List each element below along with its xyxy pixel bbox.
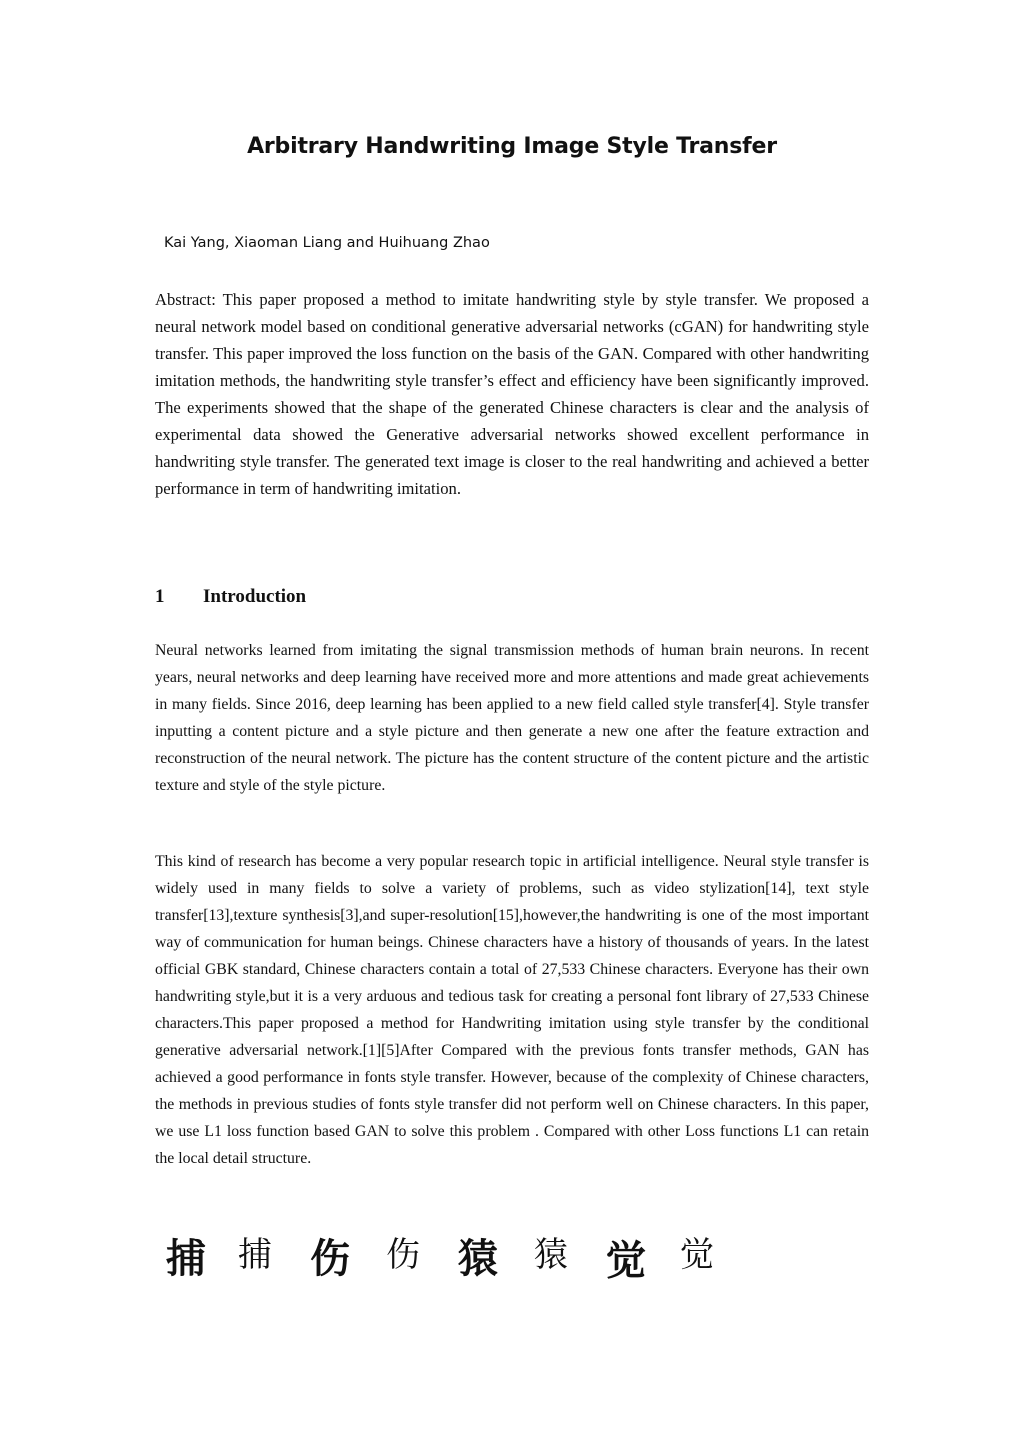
sample-glyph-8: 觉	[680, 1237, 714, 1274]
sample-glyph-2: 捕	[238, 1237, 272, 1274]
section-heading-introduction	[155, 586, 306, 608]
sample-glyph-7: 觉	[606, 1238, 646, 1283]
section-title: Introduction	[203, 586, 307, 607]
section-number: 1	[155, 586, 165, 607]
abstract-paragraph: Abstract: This paper proposed a method to imitate handwriting style by style transfer. We proposed a neural network model based on conditional generative adversarial networks (cGAN) for handwriting style transfer. This paper improved the loss function on the basis of the GAN. Compared with other handwriting imitation methods, the handwriting style transfer’s effect and efficiency have been significantly improved. The experiments showed that the shape of the generated Chinese characters is clear and the analysis of experimental data showed the Generative adversarial networks showed excellent performance in handwriting style transfer. The generated text image is closer to the real handwriting and achieved a better performance in term of handwriting imitation.	[155, 290, 869, 498]
sample-glyph-5: 猿	[458, 1236, 498, 1281]
intro-paragraph-1: Neural networks learned from imitating the signal transmission methods of human brain neurons. In recent years, neural networks and deep learning have received more and more attentions and made great achievements in many fields. Since 2016, deep learning has been applied to a new field called style transfer[4]. Style transfer inputting a content picture and a style picture and then generate a new one after the feature extraction and reconstruction of the neural network. The picture has the content structure of the content picture and the artistic texture and style of the style picture.	[155, 642, 869, 794]
sample-glyph-6: 猿	[534, 1237, 568, 1274]
sample-glyph-4: 伤	[386, 1237, 420, 1274]
author-list: Kai Yang, Xiaoman Liang and Huihuang Zhao	[164, 235, 490, 251]
handwriting-sample-figure	[160, 1222, 740, 1292]
paper-title: Arbitrary Handwriting Image Style Transfer	[247, 134, 777, 159]
sample-glyph-1: 捕	[166, 1236, 206, 1281]
sample-glyph-3: 伤	[310, 1236, 350, 1281]
intro-paragraph-2: This kind of research has become a very popular research topic in artificial intelligence. Neural style transfer is widely used in many fields to solve a variety of problems, such as video stylization[14], text style transfer[13],texture synthesis[3],and super-resolution[15],however,the handwriting is one of the most important way of communication for human beings. Chinese characters have a history of thousands of years. In the latest official GBK standard, Chinese characters contain a total of 27,533 Chinese characters. Everyone has their own handwriting style,but it is a very arduous and tedious task for creating a personal font library of 27,533 Chinese characters.This paper proposed a method for Handwriting imitation using style transfer by the conditional generative adversarial network.[1][5]After Compared with the previous fonts transfer methods, GAN has achieved a good performance in fonts style transfer. However, because of the complexity of Chinese characters, the methods in previous studies of fonts style transfer did not perform well on Chinese characters. In this paper, we use L1 loss function based GAN to solve this problem . Compared with other Loss functions L1 can retain the local detail structure.	[155, 853, 869, 1167]
